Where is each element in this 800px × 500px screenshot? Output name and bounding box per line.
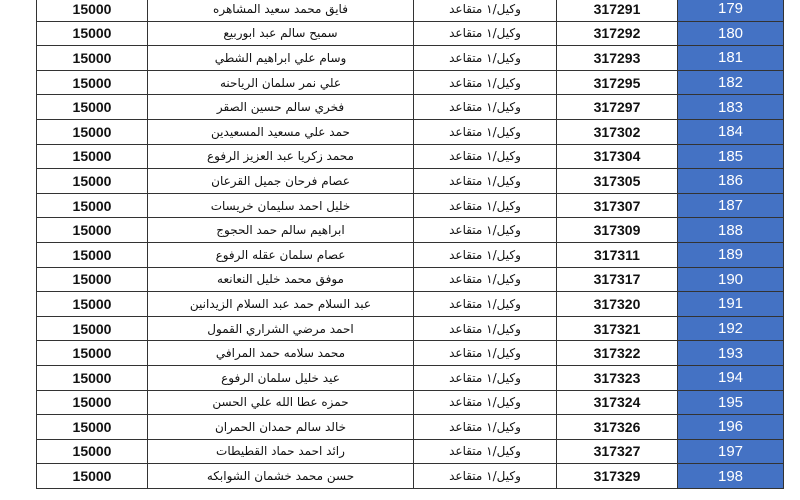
rank-cell: وكيل/١ متقاعد	[414, 415, 557, 440]
sequence-number-cell: 197	[678, 439, 784, 464]
sequence-number-cell: 195	[678, 390, 784, 415]
id-number-cell: 317321	[557, 316, 678, 341]
table-row	[37, 144, 784, 169]
name-cell: خالد سالم حمدان الحمران	[148, 415, 414, 440]
id-number-cell: 317297	[557, 95, 678, 120]
id-number-cell: 317305	[557, 169, 678, 194]
sequence-number-cell: 185	[678, 144, 784, 169]
table-row	[37, 21, 784, 46]
amount-cell: 15000	[37, 144, 148, 169]
rank-cell: وكيل/١ متقاعد	[414, 341, 557, 366]
name-cell: فايق محمد سعيد المشاهره	[148, 0, 414, 21]
table-row	[37, 365, 784, 390]
name-cell: رائد احمد حماد القطيطات	[148, 439, 414, 464]
amount-cell: 15000	[37, 316, 148, 341]
table-row	[37, 341, 784, 366]
name-cell: عصام فرحان جميل القرعان	[148, 169, 414, 194]
id-number-cell: 317323	[557, 365, 678, 390]
sequence-number-cell: 183	[678, 95, 784, 120]
table-row	[37, 169, 784, 194]
table-row	[37, 439, 784, 464]
rank-cell: وكيل/١ متقاعد	[414, 21, 557, 46]
amount-cell: 15000	[37, 169, 148, 194]
id-number-cell: 317320	[557, 292, 678, 317]
id-number-cell: 317292	[557, 21, 678, 46]
sequence-number-cell: 196	[678, 415, 784, 440]
sequence-number-cell: 194	[678, 365, 784, 390]
amount-cell: 15000	[37, 218, 148, 243]
id-number-cell: 317317	[557, 267, 678, 292]
amount-cell: 15000	[37, 439, 148, 464]
name-cell: حسن محمد خشمان الشوابكه	[148, 464, 414, 489]
id-number-cell: 317304	[557, 144, 678, 169]
id-number-cell: 317307	[557, 193, 678, 218]
sequence-number-cell: 189	[678, 242, 784, 267]
rank-cell: وكيل/١ متقاعد	[414, 242, 557, 267]
table-row	[37, 193, 784, 218]
amount-cell: 15000	[37, 242, 148, 267]
rank-cell: وكيل/١ متقاعد	[414, 390, 557, 415]
sequence-number-cell: 191	[678, 292, 784, 317]
table-row	[37, 292, 784, 317]
sequence-number-cell: 182	[678, 70, 784, 95]
id-number-cell: 317329	[557, 464, 678, 489]
name-cell: سميح سالم عبد ابوربيع	[148, 21, 414, 46]
sequence-number-cell: 184	[678, 119, 784, 144]
id-number-cell: 317295	[557, 70, 678, 95]
sequence-number-cell: 193	[678, 341, 784, 366]
rank-cell: وكيل/١ متقاعد	[414, 119, 557, 144]
table-row	[37, 0, 784, 21]
rank-cell: وكيل/١ متقاعد	[414, 316, 557, 341]
amount-cell: 15000	[37, 415, 148, 440]
rank-cell: وكيل/١ متقاعد	[414, 365, 557, 390]
amount-cell: 15000	[37, 341, 148, 366]
name-cell: ابراهيم سالم حمد الحجوج	[148, 218, 414, 243]
amount-cell: 15000	[37, 390, 148, 415]
sequence-number-cell: 180	[678, 21, 784, 46]
sequence-number-cell: 187	[678, 193, 784, 218]
amount-cell: 15000	[37, 46, 148, 71]
id-number-cell: 317324	[557, 390, 678, 415]
rank-cell: وكيل/١ متقاعد	[414, 144, 557, 169]
id-number-cell: 317322	[557, 341, 678, 366]
table-row	[37, 390, 784, 415]
name-cell: احمد مرضي الشراري القمول	[148, 316, 414, 341]
name-cell: خليل احمد سليمان خريسات	[148, 193, 414, 218]
table-row	[37, 70, 784, 95]
id-number-cell: 317327	[557, 439, 678, 464]
name-cell: حمزه عطا الله علي الحسن	[148, 390, 414, 415]
name-cell: علي نمر سلمان الرياحنه	[148, 70, 414, 95]
rank-cell: وكيل/١ متقاعد	[414, 70, 557, 95]
rank-cell: وكيل/١ متقاعد	[414, 0, 557, 21]
sequence-number-cell: 186	[678, 169, 784, 194]
id-number-cell: 317302	[557, 119, 678, 144]
amount-cell: 15000	[37, 464, 148, 489]
amount-cell: 15000	[37, 0, 148, 21]
amount-cell: 15000	[37, 119, 148, 144]
table-row	[37, 464, 784, 489]
id-number-cell: 317293	[557, 46, 678, 71]
name-cell: محمد سلامه حمد المرافي	[148, 341, 414, 366]
amount-cell: 15000	[37, 193, 148, 218]
table-row	[37, 95, 784, 120]
table-row	[37, 415, 784, 440]
amount-cell: 15000	[37, 70, 148, 95]
id-number-cell: 317309	[557, 218, 678, 243]
amount-cell: 15000	[37, 21, 148, 46]
name-cell: حمد علي مسعيد المسعيدين	[148, 119, 414, 144]
name-cell: فخري سالم حسين الصقر	[148, 95, 414, 120]
sequence-number-cell: 198	[678, 464, 784, 489]
rank-cell: وكيل/١ متقاعد	[414, 218, 557, 243]
table-row	[37, 267, 784, 292]
rank-cell: وكيل/١ متقاعد	[414, 95, 557, 120]
amount-cell: 15000	[37, 267, 148, 292]
name-cell: وسام علي ابراهيم الشطي	[148, 46, 414, 71]
sequence-number-cell: 181	[678, 46, 784, 71]
sequence-number-cell: 188	[678, 218, 784, 243]
id-number-cell: 317311	[557, 242, 678, 267]
rank-cell: وكيل/١ متقاعد	[414, 292, 557, 317]
table-row	[37, 46, 784, 71]
rank-cell: وكيل/١ متقاعد	[414, 169, 557, 194]
amount-cell: 15000	[37, 95, 148, 120]
rank-cell: وكيل/١ متقاعد	[414, 267, 557, 292]
name-cell: محمد زكريا عبد العزيز الرفوع	[148, 144, 414, 169]
table-row	[37, 119, 784, 144]
sequence-number-cell: 179	[678, 0, 784, 21]
sequence-number-cell: 190	[678, 267, 784, 292]
rank-cell: وكيل/١ متقاعد	[414, 46, 557, 71]
name-cell: عيد خليل سلمان الرفوع	[148, 365, 414, 390]
table-row	[37, 242, 784, 267]
rank-cell: وكيل/١ متقاعد	[414, 464, 557, 489]
amount-cell: 15000	[37, 365, 148, 390]
rank-cell: وكيل/١ متقاعد	[414, 439, 557, 464]
sequence-number-cell: 192	[678, 316, 784, 341]
name-cell: عصام سلمان عقله الرفوع	[148, 242, 414, 267]
data-table	[36, 0, 784, 489]
table-row	[37, 218, 784, 243]
id-number-cell: 317326	[557, 415, 678, 440]
id-number-cell: 317291	[557, 0, 678, 21]
name-cell: عبد السلام حمد عبد السلام الزيدانين	[148, 292, 414, 317]
rank-cell: وكيل/١ متقاعد	[414, 193, 557, 218]
amount-cell: 15000	[37, 292, 148, 317]
table-body	[37, 0, 784, 488]
table-row	[37, 316, 784, 341]
name-cell: موفق محمد خليل النعانعه	[148, 267, 414, 292]
